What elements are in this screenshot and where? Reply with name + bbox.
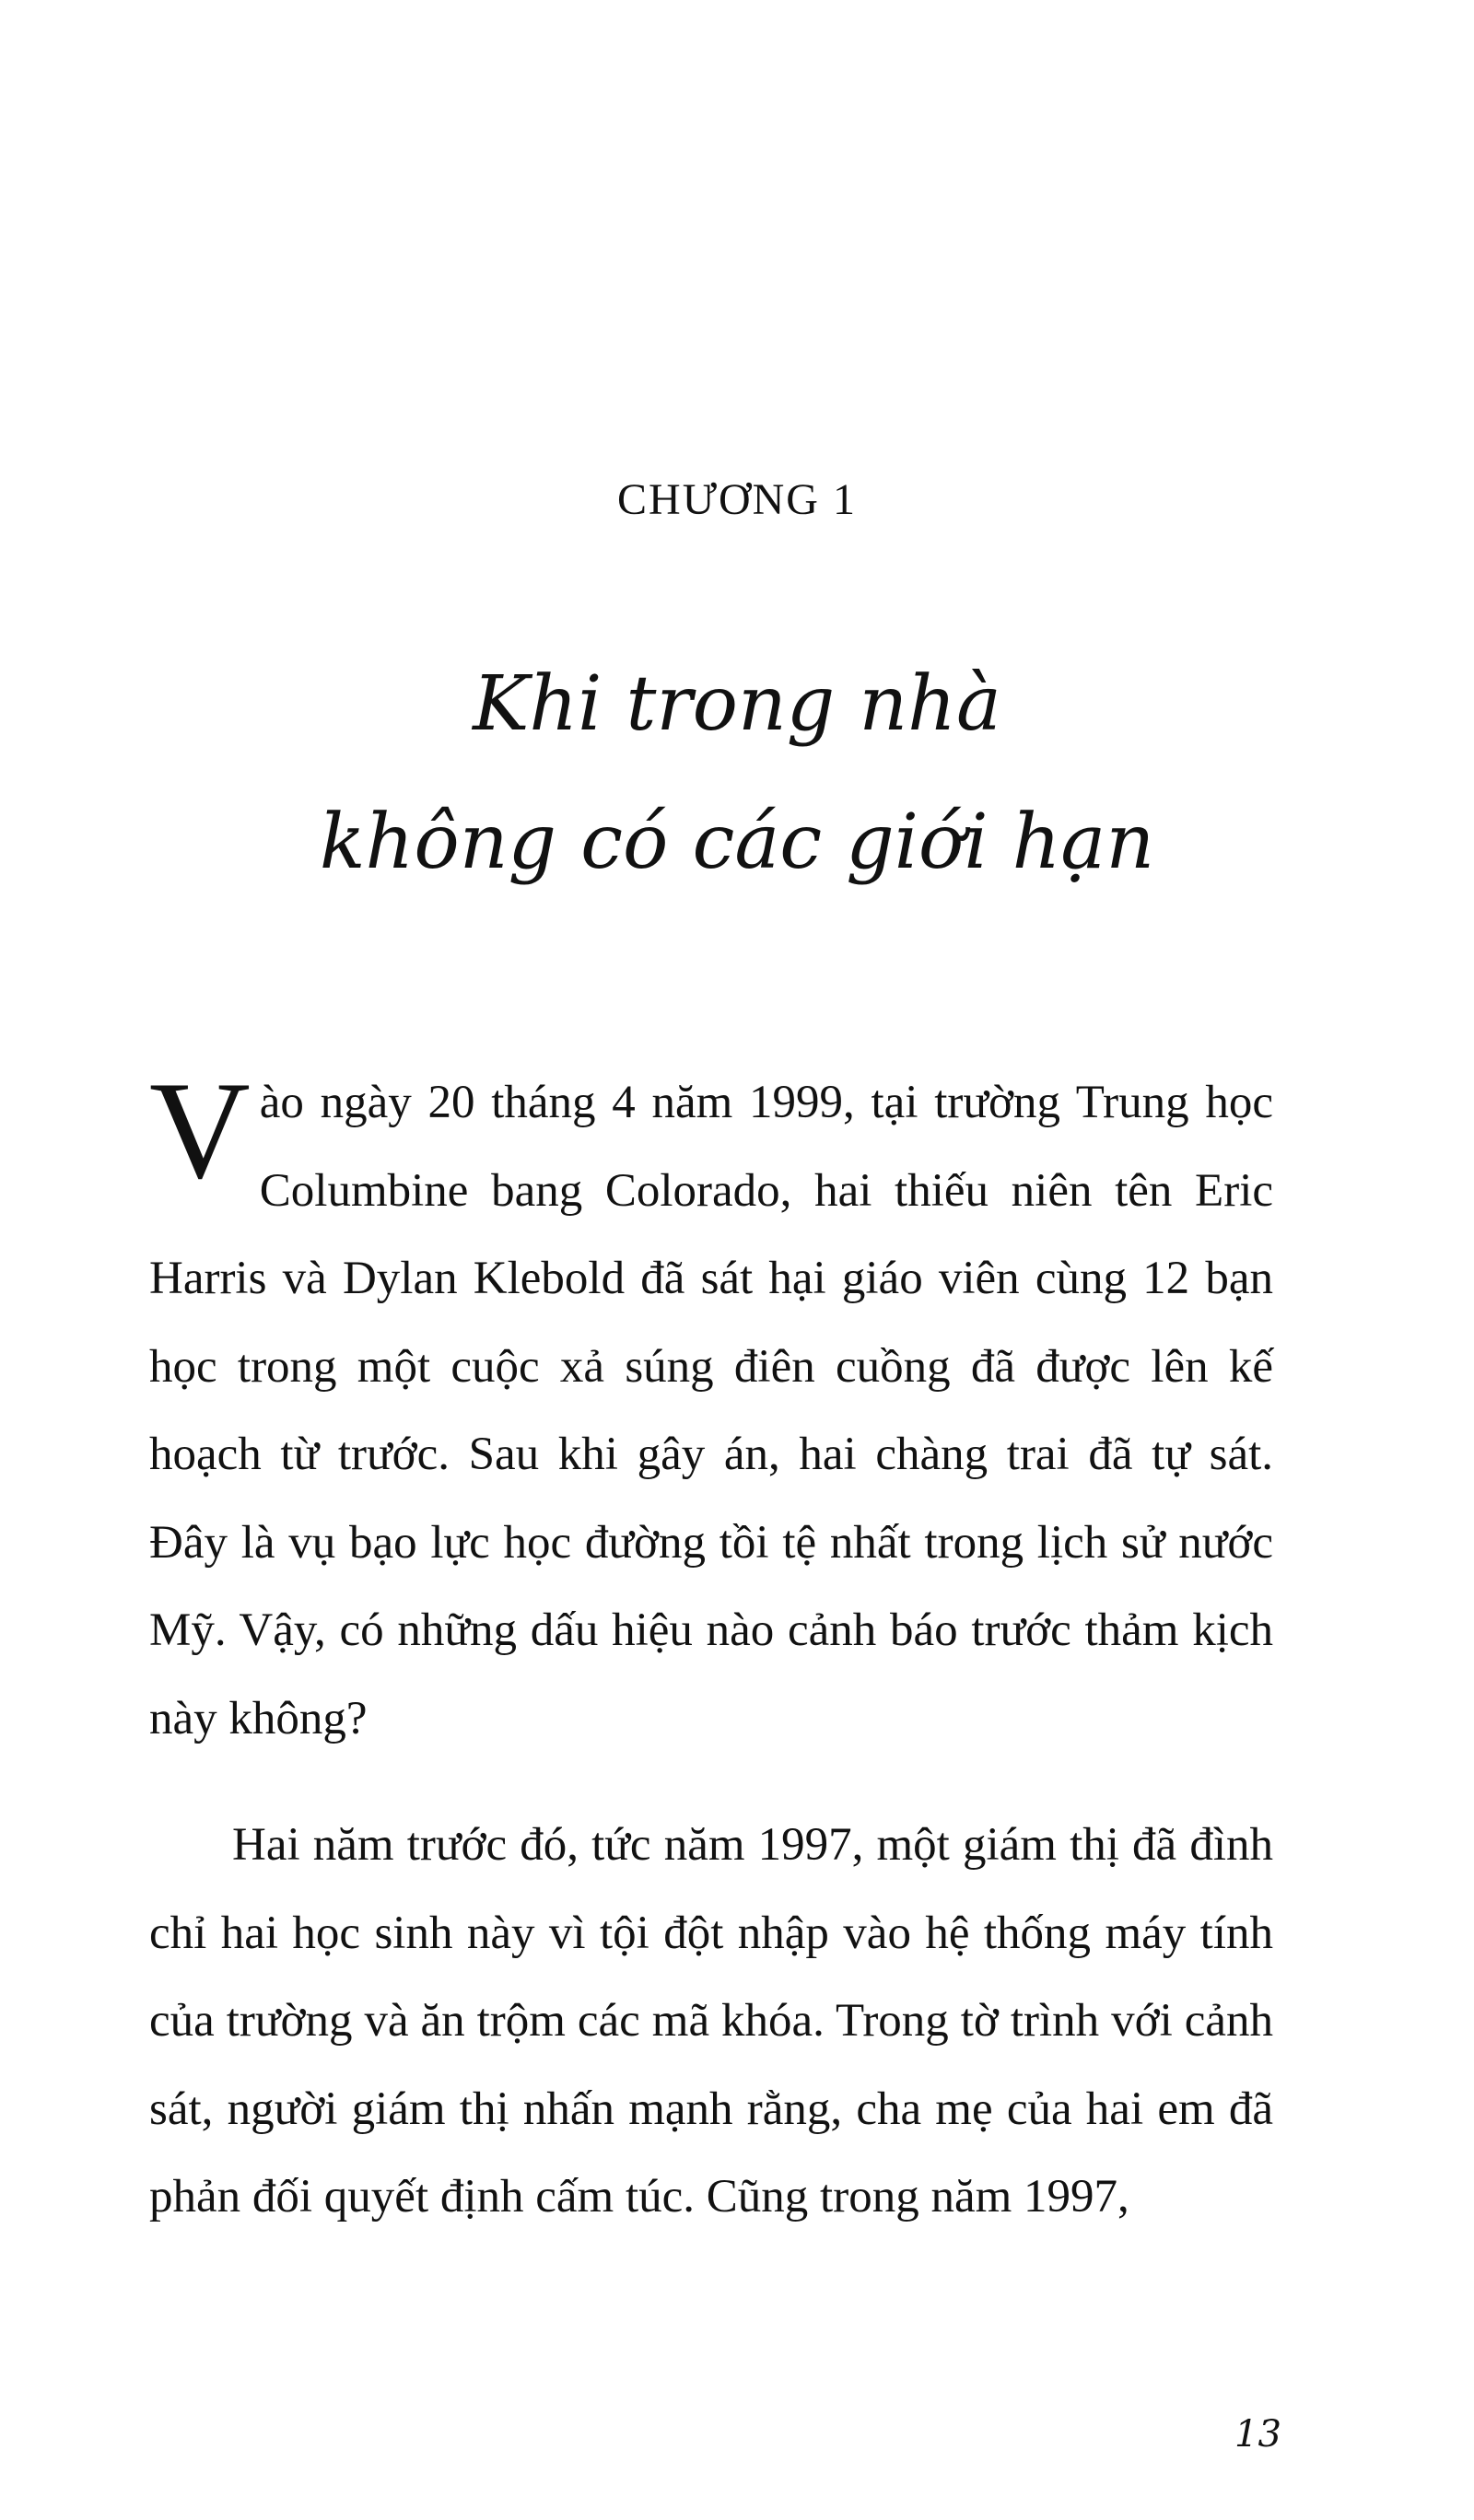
paragraph-1 — [149, 1053, 1273, 1763]
chapter-title — [0, 636, 1474, 912]
chapter-label: CHƯƠNG 1 — [617, 475, 857, 524]
paragraph-2: Hai năm trước đó, tức năm 1997, một giám thị đã đình chỉ hai học sinh này vì tội đột nhập vào hệ thống máy tính của trường và ăn trộm các mã khóa. Trong tờ trình với cảnh sát, người giám thị nhấn mạnh rằng, cha mẹ của hai em đã phản đối quyết định cấm túc. Cũng trong năm 1997, — [149, 1819, 1273, 2222]
chapter-title-line-1: Khi trong nhà — [473, 660, 1001, 748]
paragraph-1-text: ào ngày 20 tháng 4 năm 1999, tại trường Trung học Columbine bang Colorado, hai thiếu niên tên Eric Harris và Dylan Klebold đã sát hại giáo viên cùng 12 bạn học trong một cuộc xả súng điên cuồng đã được lên kế hoạch từ trước. Sau khi gây án, hai chàng trai đã tự sát. Đây là vụ bạo lực học đường tồi tệ nhất trong lịch sử nước Mỹ. Vậy, có những dấu hiệu nào cảnh báo trước thảm kịch này không? — [149, 1077, 1273, 1744]
chapter-title-line-2: không có các giới hạn — [319, 799, 1155, 886]
drop-cap: V — [149, 1053, 251, 1208]
page-number: 13 — [1234, 2413, 1281, 2456]
body-text — [149, 1053, 1273, 2242]
